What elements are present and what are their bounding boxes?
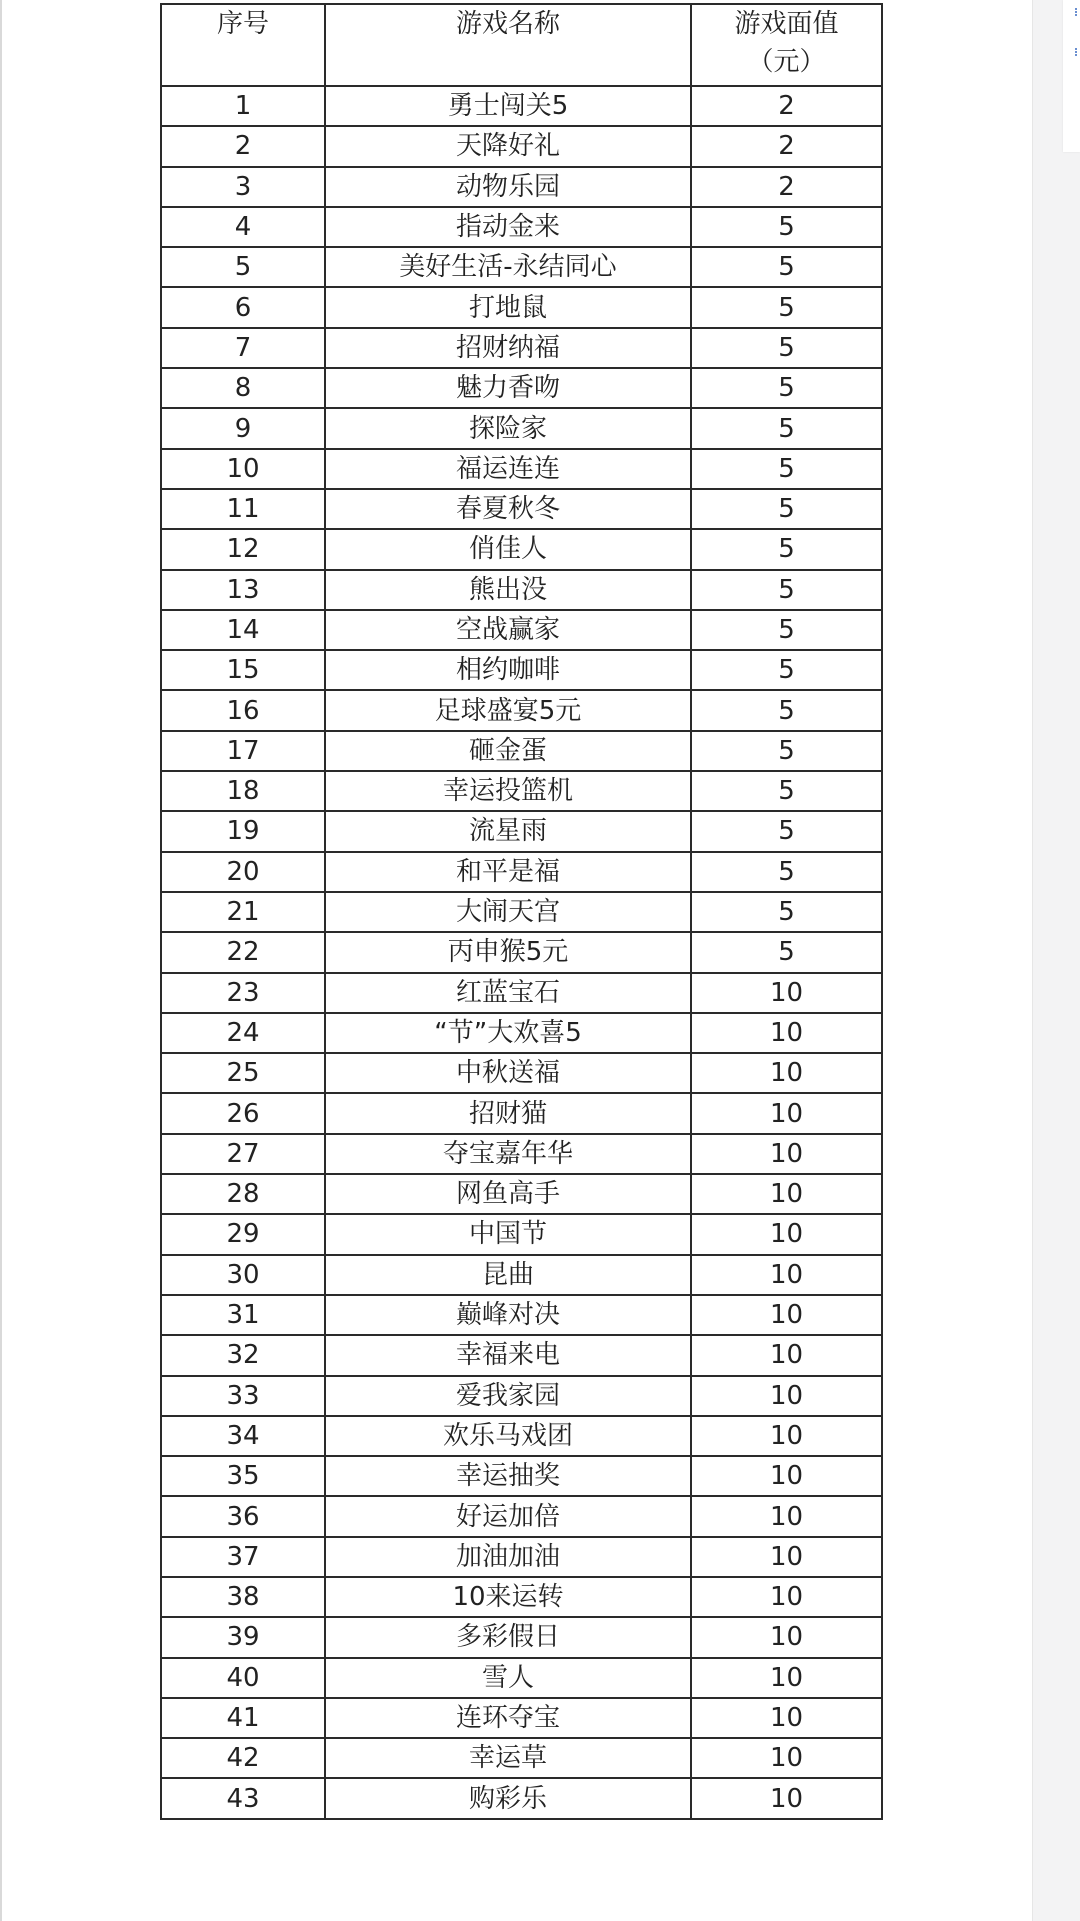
cell-index: 31 bbox=[161, 1295, 325, 1335]
cell-index: 15 bbox=[161, 650, 325, 690]
cell-face-value: 5 bbox=[691, 570, 882, 610]
cell-face-value: 5 bbox=[691, 247, 882, 287]
cell-face-value: 10 bbox=[691, 1174, 882, 1214]
table-row bbox=[161, 1013, 882, 1053]
table-row bbox=[161, 247, 882, 287]
table-row bbox=[161, 126, 882, 166]
table-row bbox=[161, 731, 882, 771]
table-header-row bbox=[161, 4, 882, 86]
cell-game-name: 幸运草 bbox=[325, 1738, 691, 1778]
table-row bbox=[161, 1335, 882, 1375]
cell-game-name: 加油加油 bbox=[325, 1537, 691, 1577]
table-row bbox=[161, 1134, 882, 1174]
cell-index: 27 bbox=[161, 1134, 325, 1174]
page-left-border bbox=[0, 0, 2, 1921]
cell-game-name: 10来运转 bbox=[325, 1577, 691, 1617]
cell-face-value: 10 bbox=[691, 973, 882, 1013]
cell-game-name: 红蓝宝石 bbox=[325, 973, 691, 1013]
drag-handle-icon[interactable] bbox=[1075, 8, 1080, 16]
table-row bbox=[161, 1456, 882, 1496]
cell-game-name: 勇士闯关5 bbox=[325, 86, 691, 126]
cell-index: 37 bbox=[161, 1537, 325, 1577]
cell-game-name: 幸福来电 bbox=[325, 1335, 691, 1375]
cell-face-value: 10 bbox=[691, 1053, 882, 1093]
right-scroll-gutter[interactable] bbox=[1032, 0, 1080, 1921]
table-row bbox=[161, 489, 882, 529]
cell-index: 20 bbox=[161, 852, 325, 892]
cell-game-name: 空战赢家 bbox=[325, 610, 691, 650]
table-row bbox=[161, 570, 882, 610]
cell-game-name: 熊出没 bbox=[325, 570, 691, 610]
cell-index: 9 bbox=[161, 408, 325, 448]
cell-index: 42 bbox=[161, 1738, 325, 1778]
cell-face-value: 5 bbox=[691, 731, 882, 771]
cell-face-value: 10 bbox=[691, 1295, 882, 1335]
cell-index: 30 bbox=[161, 1255, 325, 1295]
cell-face-value: 10 bbox=[691, 1456, 882, 1496]
table-row bbox=[161, 449, 882, 489]
cell-game-name: 中国节 bbox=[325, 1214, 691, 1254]
cell-index: 4 bbox=[161, 207, 325, 247]
table-row bbox=[161, 1174, 882, 1214]
cell-face-value: 10 bbox=[691, 1658, 882, 1698]
cell-game-name: 足球盛宴5元 bbox=[325, 690, 691, 730]
cell-face-value: 2 bbox=[691, 86, 882, 126]
header-game-name: 游戏名称 bbox=[325, 4, 691, 86]
cell-face-value: 5 bbox=[691, 328, 882, 368]
cell-index: 29 bbox=[161, 1214, 325, 1254]
table-row bbox=[161, 1698, 882, 1738]
cell-face-value: 10 bbox=[691, 1013, 882, 1053]
cell-index: 1 bbox=[161, 86, 325, 126]
cell-index: 41 bbox=[161, 1698, 325, 1738]
cell-face-value: 10 bbox=[691, 1335, 882, 1375]
cell-face-value: 2 bbox=[691, 167, 882, 207]
table-row bbox=[161, 610, 882, 650]
cell-index: 12 bbox=[161, 529, 325, 569]
cell-index: 3 bbox=[161, 167, 325, 207]
table-row bbox=[161, 529, 882, 569]
cell-index: 2 bbox=[161, 126, 325, 166]
cell-face-value: 10 bbox=[691, 1214, 882, 1254]
cell-game-name: 相约咖啡 bbox=[325, 650, 691, 690]
cell-index: 24 bbox=[161, 1013, 325, 1053]
cell-face-value: 10 bbox=[691, 1496, 882, 1536]
table-row bbox=[161, 167, 882, 207]
cell-game-name: 招财猫 bbox=[325, 1093, 691, 1133]
table-row bbox=[161, 1577, 882, 1617]
table-row bbox=[161, 1658, 882, 1698]
cell-game-name: 爱我家园 bbox=[325, 1376, 691, 1416]
cell-face-value: 10 bbox=[691, 1537, 882, 1577]
cell-index: 19 bbox=[161, 811, 325, 851]
cell-face-value: 10 bbox=[691, 1778, 882, 1818]
cell-index: 33 bbox=[161, 1376, 325, 1416]
table-row bbox=[161, 1053, 882, 1093]
cell-index: 36 bbox=[161, 1496, 325, 1536]
cell-game-name: 昆曲 bbox=[325, 1255, 691, 1295]
cell-game-name: 打地鼠 bbox=[325, 287, 691, 327]
drag-handle-icon-2[interactable] bbox=[1075, 48, 1080, 56]
cell-face-value: 5 bbox=[691, 932, 882, 972]
table-row bbox=[161, 1295, 882, 1335]
cell-face-value: 5 bbox=[691, 287, 882, 327]
cell-game-name: 和平是福 bbox=[325, 852, 691, 892]
cell-game-name: 指动金来 bbox=[325, 207, 691, 247]
cell-face-value: 10 bbox=[691, 1738, 882, 1778]
cell-game-name: 福运连连 bbox=[325, 449, 691, 489]
table-row bbox=[161, 1255, 882, 1295]
cell-game-name: 砸金蛋 bbox=[325, 731, 691, 771]
cell-game-name: 购彩乐 bbox=[325, 1778, 691, 1818]
cell-index: 28 bbox=[161, 1174, 325, 1214]
cell-face-value: 5 bbox=[691, 690, 882, 730]
cell-game-name: 天降好礼 bbox=[325, 126, 691, 166]
table-row bbox=[161, 1093, 882, 1133]
table-row bbox=[161, 1496, 882, 1536]
table-row bbox=[161, 771, 882, 811]
table-row bbox=[161, 1537, 882, 1577]
cell-index: 39 bbox=[161, 1617, 325, 1657]
table-row bbox=[161, 207, 882, 247]
cell-index: 13 bbox=[161, 570, 325, 610]
header-face-value: 游戏面值 （元） bbox=[691, 4, 882, 86]
cell-game-name: 多彩假日 bbox=[325, 1617, 691, 1657]
table-row bbox=[161, 852, 882, 892]
cell-index: 14 bbox=[161, 610, 325, 650]
table-row bbox=[161, 1376, 882, 1416]
cell-face-value: 5 bbox=[691, 811, 882, 851]
table-row bbox=[161, 1416, 882, 1456]
header-index: 序号 bbox=[161, 4, 325, 86]
cell-index: 35 bbox=[161, 1456, 325, 1496]
cell-face-value: 5 bbox=[691, 207, 882, 247]
cell-face-value: 5 bbox=[691, 610, 882, 650]
cell-game-name: 幸运投篮机 bbox=[325, 771, 691, 811]
cell-game-name: “节”大欢喜5 bbox=[325, 1013, 691, 1053]
cell-face-value: 10 bbox=[691, 1376, 882, 1416]
table-row bbox=[161, 1617, 882, 1657]
cell-index: 21 bbox=[161, 892, 325, 932]
cell-game-name: 魅力香吻 bbox=[325, 368, 691, 408]
cell-game-name: 网鱼高手 bbox=[325, 1174, 691, 1214]
cell-index: 34 bbox=[161, 1416, 325, 1456]
cell-index: 25 bbox=[161, 1053, 325, 1093]
table-row bbox=[161, 1778, 882, 1818]
game-price-table bbox=[160, 3, 883, 1820]
cell-index: 17 bbox=[161, 731, 325, 771]
table-row bbox=[161, 1738, 882, 1778]
cell-game-name: 夺宝嘉年华 bbox=[325, 1134, 691, 1174]
cell-game-name: 流星雨 bbox=[325, 811, 691, 851]
cell-game-name: 美好生活-永结同心 bbox=[325, 247, 691, 287]
table-row bbox=[161, 287, 882, 327]
cell-game-name: 幸运抽奖 bbox=[325, 1456, 691, 1496]
cell-index: 23 bbox=[161, 973, 325, 1013]
cell-index: 7 bbox=[161, 328, 325, 368]
table-row bbox=[161, 408, 882, 448]
table-row bbox=[161, 650, 882, 690]
cell-game-name: 中秋送福 bbox=[325, 1053, 691, 1093]
cell-index: 32 bbox=[161, 1335, 325, 1375]
table-row bbox=[161, 892, 882, 932]
cell-index: 40 bbox=[161, 1658, 325, 1698]
cell-game-name: 丙申猴5元 bbox=[325, 932, 691, 972]
cell-face-value: 5 bbox=[691, 368, 882, 408]
cell-index: 16 bbox=[161, 690, 325, 730]
cell-face-value: 5 bbox=[691, 529, 882, 569]
cell-index: 43 bbox=[161, 1778, 325, 1818]
cell-game-name: 雪人 bbox=[325, 1658, 691, 1698]
cell-index: 26 bbox=[161, 1093, 325, 1133]
cell-face-value: 5 bbox=[691, 892, 882, 932]
cell-index: 22 bbox=[161, 932, 325, 972]
cell-index: 8 bbox=[161, 368, 325, 408]
cell-face-value: 10 bbox=[691, 1093, 882, 1133]
cell-game-name: 欢乐马戏团 bbox=[325, 1416, 691, 1456]
cell-face-value: 10 bbox=[691, 1698, 882, 1738]
cell-face-value: 5 bbox=[691, 489, 882, 529]
cell-face-value: 10 bbox=[691, 1134, 882, 1174]
cell-index: 38 bbox=[161, 1577, 325, 1617]
cell-face-value: 5 bbox=[691, 852, 882, 892]
cell-game-name: 招财纳福 bbox=[325, 328, 691, 368]
cell-index: 5 bbox=[161, 247, 325, 287]
table-row bbox=[161, 328, 882, 368]
cell-face-value: 5 bbox=[691, 449, 882, 489]
cell-face-value: 5 bbox=[691, 650, 882, 690]
cell-face-value: 10 bbox=[691, 1416, 882, 1456]
cell-index: 18 bbox=[161, 771, 325, 811]
cell-game-name: 春夏秋冬 bbox=[325, 489, 691, 529]
cell-game-name: 俏佳人 bbox=[325, 529, 691, 569]
table-row bbox=[161, 1214, 882, 1254]
cell-game-name: 连环夺宝 bbox=[325, 1698, 691, 1738]
cell-game-name: 巅峰对决 bbox=[325, 1295, 691, 1335]
cell-face-value: 2 bbox=[691, 126, 882, 166]
cell-game-name: 动物乐园 bbox=[325, 167, 691, 207]
table-row bbox=[161, 973, 882, 1013]
cell-index: 6 bbox=[161, 287, 325, 327]
cell-index: 10 bbox=[161, 449, 325, 489]
cell-face-value: 5 bbox=[691, 771, 882, 811]
cell-face-value: 10 bbox=[691, 1255, 882, 1295]
table-row bbox=[161, 86, 882, 126]
cell-game-name: 好运加倍 bbox=[325, 1496, 691, 1536]
cell-face-value: 10 bbox=[691, 1617, 882, 1657]
table-row bbox=[161, 368, 882, 408]
cell-face-value: 5 bbox=[691, 408, 882, 448]
cell-index: 11 bbox=[161, 489, 325, 529]
cell-face-value: 10 bbox=[691, 1577, 882, 1617]
cell-game-name: 探险家 bbox=[325, 408, 691, 448]
table-row bbox=[161, 811, 882, 851]
table-row bbox=[161, 690, 882, 730]
thumbnail-panel[interactable] bbox=[1063, 0, 1080, 152]
cell-game-name: 大闹天宫 bbox=[325, 892, 691, 932]
table-row bbox=[161, 932, 882, 972]
